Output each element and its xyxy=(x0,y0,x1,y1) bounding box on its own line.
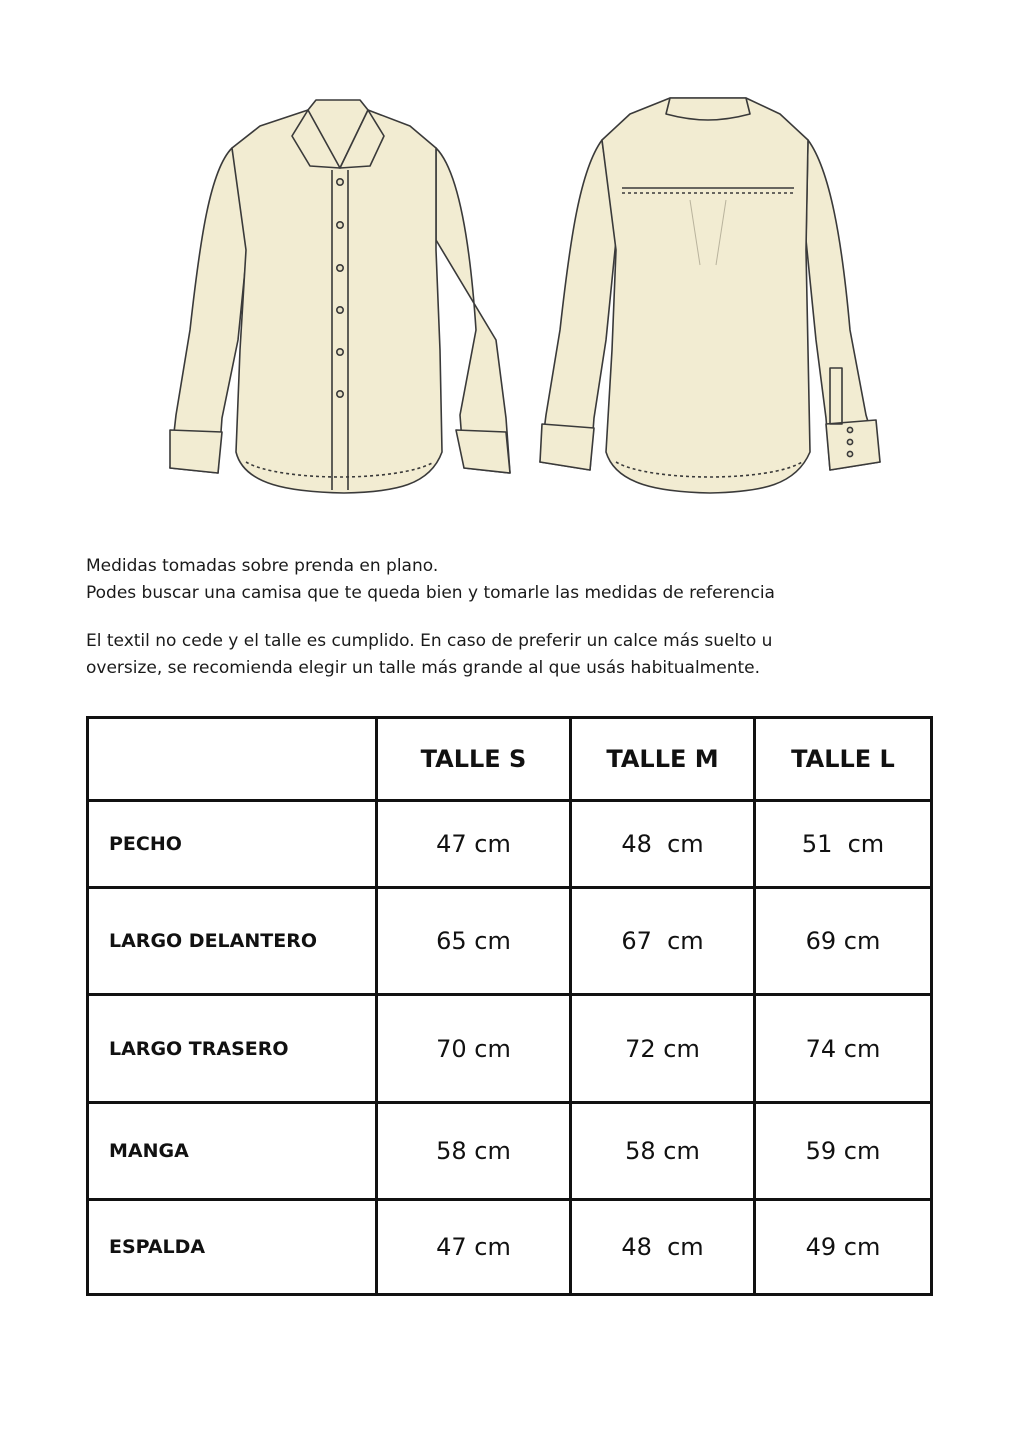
cell-value: 48 cm xyxy=(571,1200,755,1295)
table-row xyxy=(88,888,932,995)
cell-value: 67 cm xyxy=(571,888,755,995)
note-line-1: Medidas tomadas sobre prenda en plano. xyxy=(86,556,439,576)
row-label-largo-trasero: LARGO TRASERO xyxy=(88,995,377,1103)
header-talle-s: TALLE S xyxy=(377,718,571,801)
cell-value: 59 cm xyxy=(755,1103,932,1200)
cell-value: 70 cm xyxy=(377,995,571,1103)
cell-value: 48 cm xyxy=(571,801,755,888)
cell-value: 74 cm xyxy=(755,995,932,1103)
size-chart-table xyxy=(86,716,933,1296)
cell-value: 58 cm xyxy=(571,1103,755,1200)
note-line-4: oversize, se recomienda elegir un talle más grande al que usás habitualmente. xyxy=(86,658,760,678)
front-right-sleeve xyxy=(436,148,510,473)
header-talle-m: TALLE M xyxy=(571,718,755,801)
cell-value: 65 cm xyxy=(377,888,571,995)
shirt-drawings xyxy=(160,90,890,510)
cell-value: 72 cm xyxy=(571,995,755,1103)
shirt-illustrations xyxy=(160,90,890,510)
cell-value: 51 cm xyxy=(755,801,932,888)
cell-value: 58 cm xyxy=(377,1103,571,1200)
table-row xyxy=(88,801,932,888)
back-left-cuff xyxy=(540,424,594,470)
header-talle-l: TALLE L xyxy=(755,718,932,801)
header-blank xyxy=(88,718,377,801)
table-row xyxy=(88,995,932,1103)
shirt-back-illustration xyxy=(540,98,880,493)
note-line-3: El textil no cede y el talle es cumplido. En caso de preferir un calce más suelto u xyxy=(86,631,773,651)
cell-value: 69 cm xyxy=(755,888,932,995)
size-notes xyxy=(86,553,946,682)
back-collar xyxy=(666,98,750,120)
row-label-manga: MANGA xyxy=(88,1103,377,1200)
row-label-pecho: PECHO xyxy=(88,801,377,888)
table-row xyxy=(88,1103,932,1200)
table-header-row xyxy=(88,718,932,801)
cell-value: 47 cm xyxy=(377,1200,571,1295)
table-row xyxy=(88,1200,932,1295)
front-right-cuff xyxy=(456,430,510,473)
cell-value: 49 cm xyxy=(755,1200,932,1295)
cell-value: 47 cm xyxy=(377,801,571,888)
back-right-cuff xyxy=(826,420,880,470)
back-body xyxy=(602,98,810,493)
back-left-sleeve xyxy=(540,140,616,470)
row-label-largo-delantero: LARGO DELANTERO xyxy=(88,888,377,995)
note-line-2: Podes buscar una camisa que te queda bien y tomarle las medidas de referencia xyxy=(86,583,775,603)
front-left-cuff xyxy=(170,430,222,473)
row-label-espalda: ESPALDA xyxy=(88,1200,377,1295)
shirt-front-illustration xyxy=(170,100,510,493)
